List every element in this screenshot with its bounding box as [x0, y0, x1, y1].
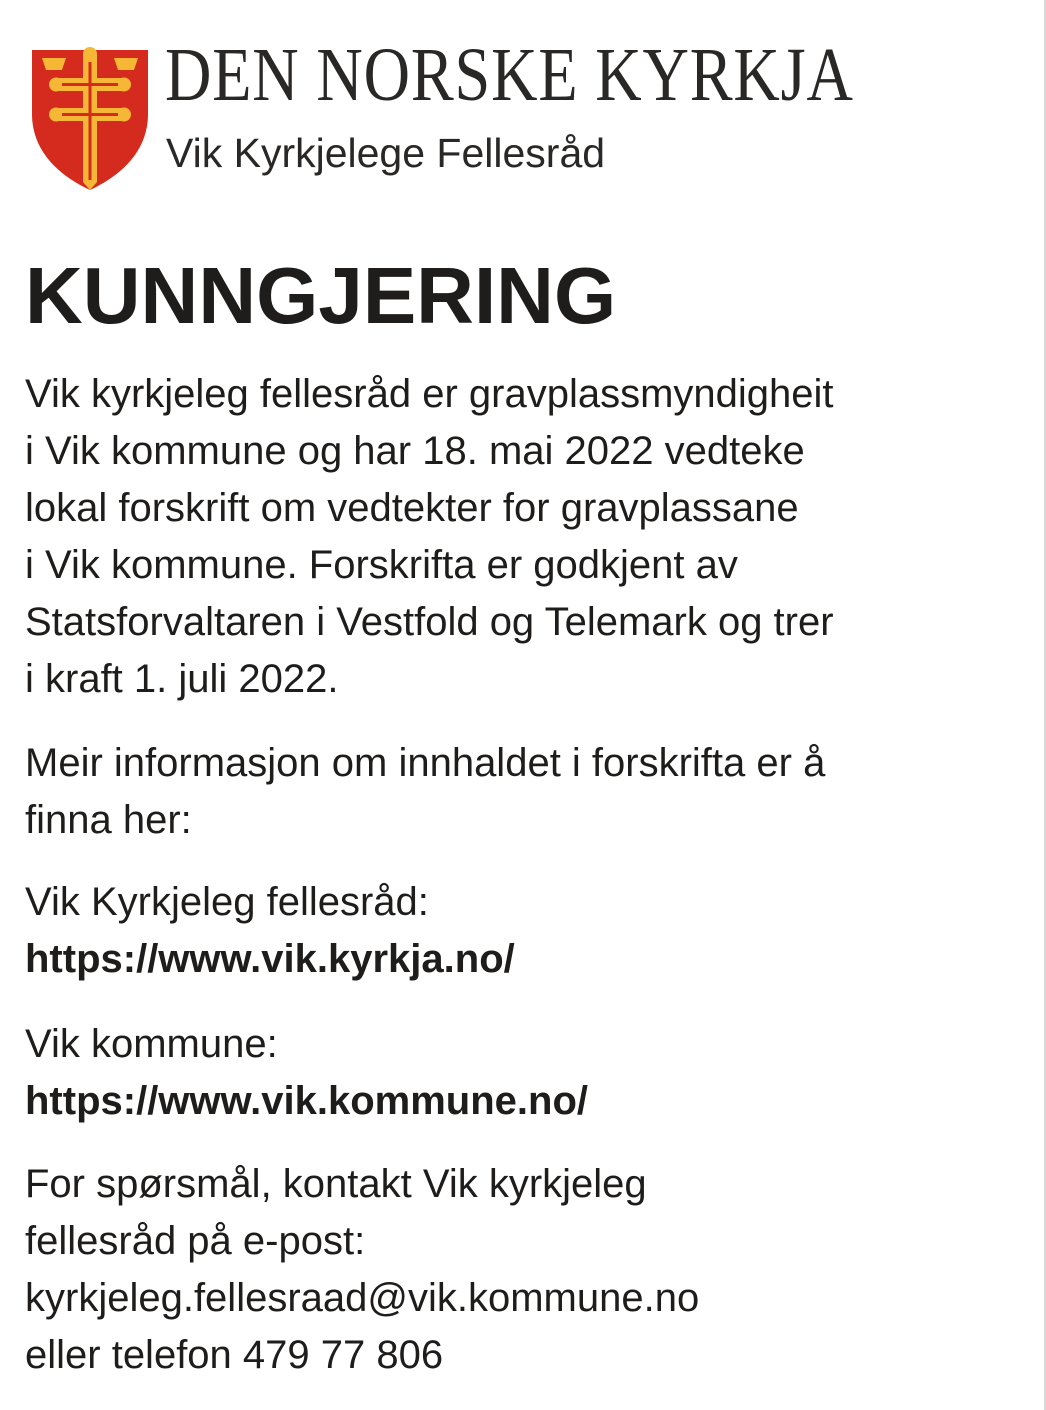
notice-paragraph-1	[25, 366, 1025, 708]
contact-phone: eller telefon 479 77 806	[25, 1333, 444, 1377]
contact-block	[25, 1156, 1025, 1384]
link-block-municipality	[25, 1016, 1025, 1130]
notice-heading: KUNNGJERING	[25, 251, 617, 340]
contact-line: For spørsmål, kontakt Vik kyrkjeleg	[25, 1162, 647, 1206]
church-cross-shield-icon	[28, 44, 152, 194]
paragraph-line: Meir informasjon om innhaldet i forskrifta er å	[25, 741, 826, 785]
paragraph-line: finna her:	[25, 798, 192, 842]
contact-email[interactable]: kyrkjeleg.fellesraad@vik.kommune.no	[25, 1276, 700, 1320]
org-name: DEN NORSKE KYRKJA	[165, 33, 854, 117]
paragraph-line: i kraft 1. juli 2022.	[25, 657, 339, 701]
link-block-church	[25, 874, 1025, 988]
paragraph-line: i Vik kommune. Forskrifta er godkjent av	[25, 543, 738, 587]
paragraph-line: Statsforvaltaren i Vestfold og Telemark og trer	[25, 600, 834, 644]
link-label: Vik Kyrkjeleg fellesråd:	[25, 880, 429, 924]
municipality-website-link[interactable]: https://www.vik.kommune.no/	[25, 1079, 589, 1123]
paragraph-line: Vik kyrkjeleg fellesråd er gravplassmyndigheit	[25, 372, 834, 416]
church-website-link[interactable]: https://www.vik.kyrkja.no/	[25, 937, 515, 981]
notice-paragraph-2	[25, 735, 1025, 849]
contact-line: fellesråd på e-post:	[25, 1219, 366, 1263]
paragraph-line: i Vik kommune og har 18. mai 2022 vedteke	[25, 429, 805, 473]
paragraph-line: lokal forskrift om vedtekter for gravplassane	[25, 486, 799, 530]
link-label: Vik kommune:	[25, 1022, 278, 1066]
org-subtitle: Vik Kyrkjelege Fellesråd	[166, 130, 606, 176]
